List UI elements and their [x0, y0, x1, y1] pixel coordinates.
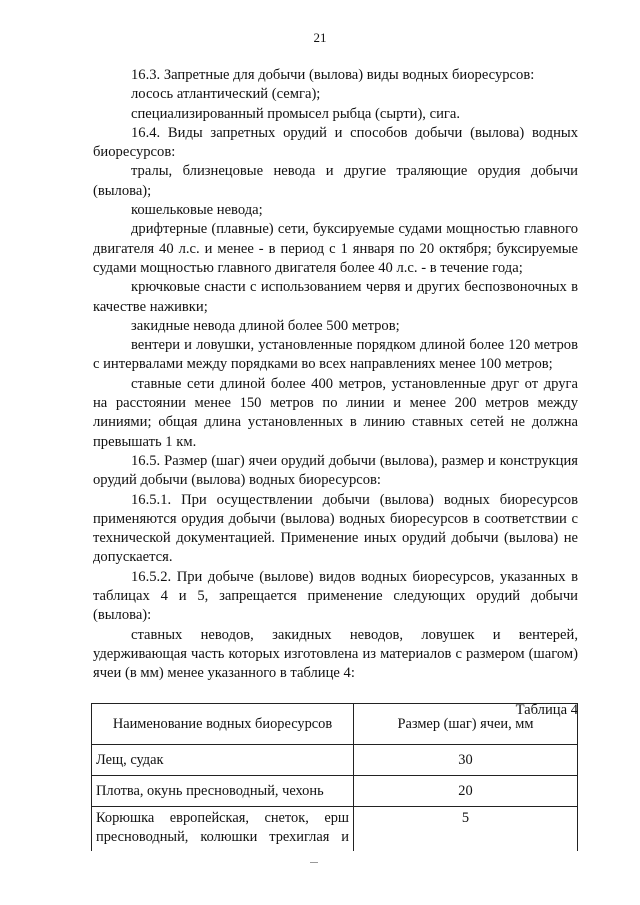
paragraph: ставных неводов, закидных неводов, ловушек и вентерей, удерживающая часть которых изготовлена из материалов с размером (шагом) ячеи (в мм) менее указанного в таблице 4:	[93, 626, 578, 682]
paragraph: специализированный промысел рыбца (сырти), сига.	[131, 105, 460, 122]
paragraph: кошельковые невода;	[131, 202, 263, 219]
table-row	[92, 745, 578, 776]
paragraph: 16.3. Запретные для добычи (вылова) виды водных биоресурсов:	[131, 67, 535, 83]
paragraph: тралы, близнецовые невода и другие траляющие орудия добычи (вылова);	[93, 163, 578, 199]
paragraph: 16.4. Виды запретных орудий и способов добычи (вылова) водных биоресурсов:	[93, 124, 578, 161]
table-4	[91, 703, 578, 851]
table-row	[92, 776, 578, 807]
table-cell-mesh-size: 30	[354, 745, 578, 776]
table-row	[92, 807, 578, 852]
paragraph: лосось атлантический (семга);	[131, 86, 321, 103]
table-cell-mesh-size: 20	[354, 776, 578, 807]
table-cell-species: Корюшка европейская, снеток, ерш пресноводный, колюшки трехиглая и	[92, 807, 354, 852]
table-cell-mesh-size: 5	[354, 807, 578, 852]
table-cell-species: Плотва, окунь пресноводный, чехонь	[92, 776, 354, 807]
paragraph: дрифтерные (плавные) сети, буксируемые судами мощностью главного двигателя 40 л.с. и менее - в период с 1 января по 20 октября; буксируемые судами мощностью главного двигателя более 40 л.с. - в течение года;	[93, 221, 578, 276]
page-number: 21	[313, 30, 327, 45]
table-header-cell: Размер (шаг) ячеи, мм	[354, 704, 578, 745]
table-cell-species: Лещ, судак	[92, 745, 354, 776]
paragraph: 16.5.2. При добыче (вылове) видов водных биоресурсов, указанных в таблицах 4 и 5, запрещается применение следующих орудий добычи (вылова):	[93, 568, 578, 624]
paragraph: крючковые снасти с использованием червя и других беспозвоночных в качестве наживки;	[93, 279, 578, 315]
paragraph: 16.5. Размер (шаг) ячеи орудий добычи (вылова), размер и конструкция орудий добычи (вылова) водных биоресурсов:	[93, 452, 578, 489]
paragraph: вентери и ловушки, установленные порядком длиной более 120 метров с интервалами между порядками во всех направлениях менее 100 метров;	[93, 337, 578, 373]
paragraph: ставные сети длиной более 400 метров, установленные друг от друга на расстоянии менее 150 метров по линии и менее 200 метров между линиями; общая длина установленных в линию ставных сетей не должна превышать 1 км.	[93, 375, 578, 450]
table-header-row	[92, 704, 578, 745]
page-mark	[310, 862, 318, 863]
paragraph: 16.5.1. При осуществлении добычи (вылова) водных биоресурсов применяются орудия добычи (вылова) водных биоресурсов в соответствии с технической документацией. Применение иных орудий добычи (вылова) не допускается.	[93, 491, 578, 566]
paragraph: закидные невода длиной более 500 метров;	[131, 317, 400, 334]
document-body	[93, 66, 578, 720]
table-header-cell: Наименование водных биоресурсов	[92, 704, 354, 745]
table-caption: Таблица 4	[515, 701, 578, 718]
